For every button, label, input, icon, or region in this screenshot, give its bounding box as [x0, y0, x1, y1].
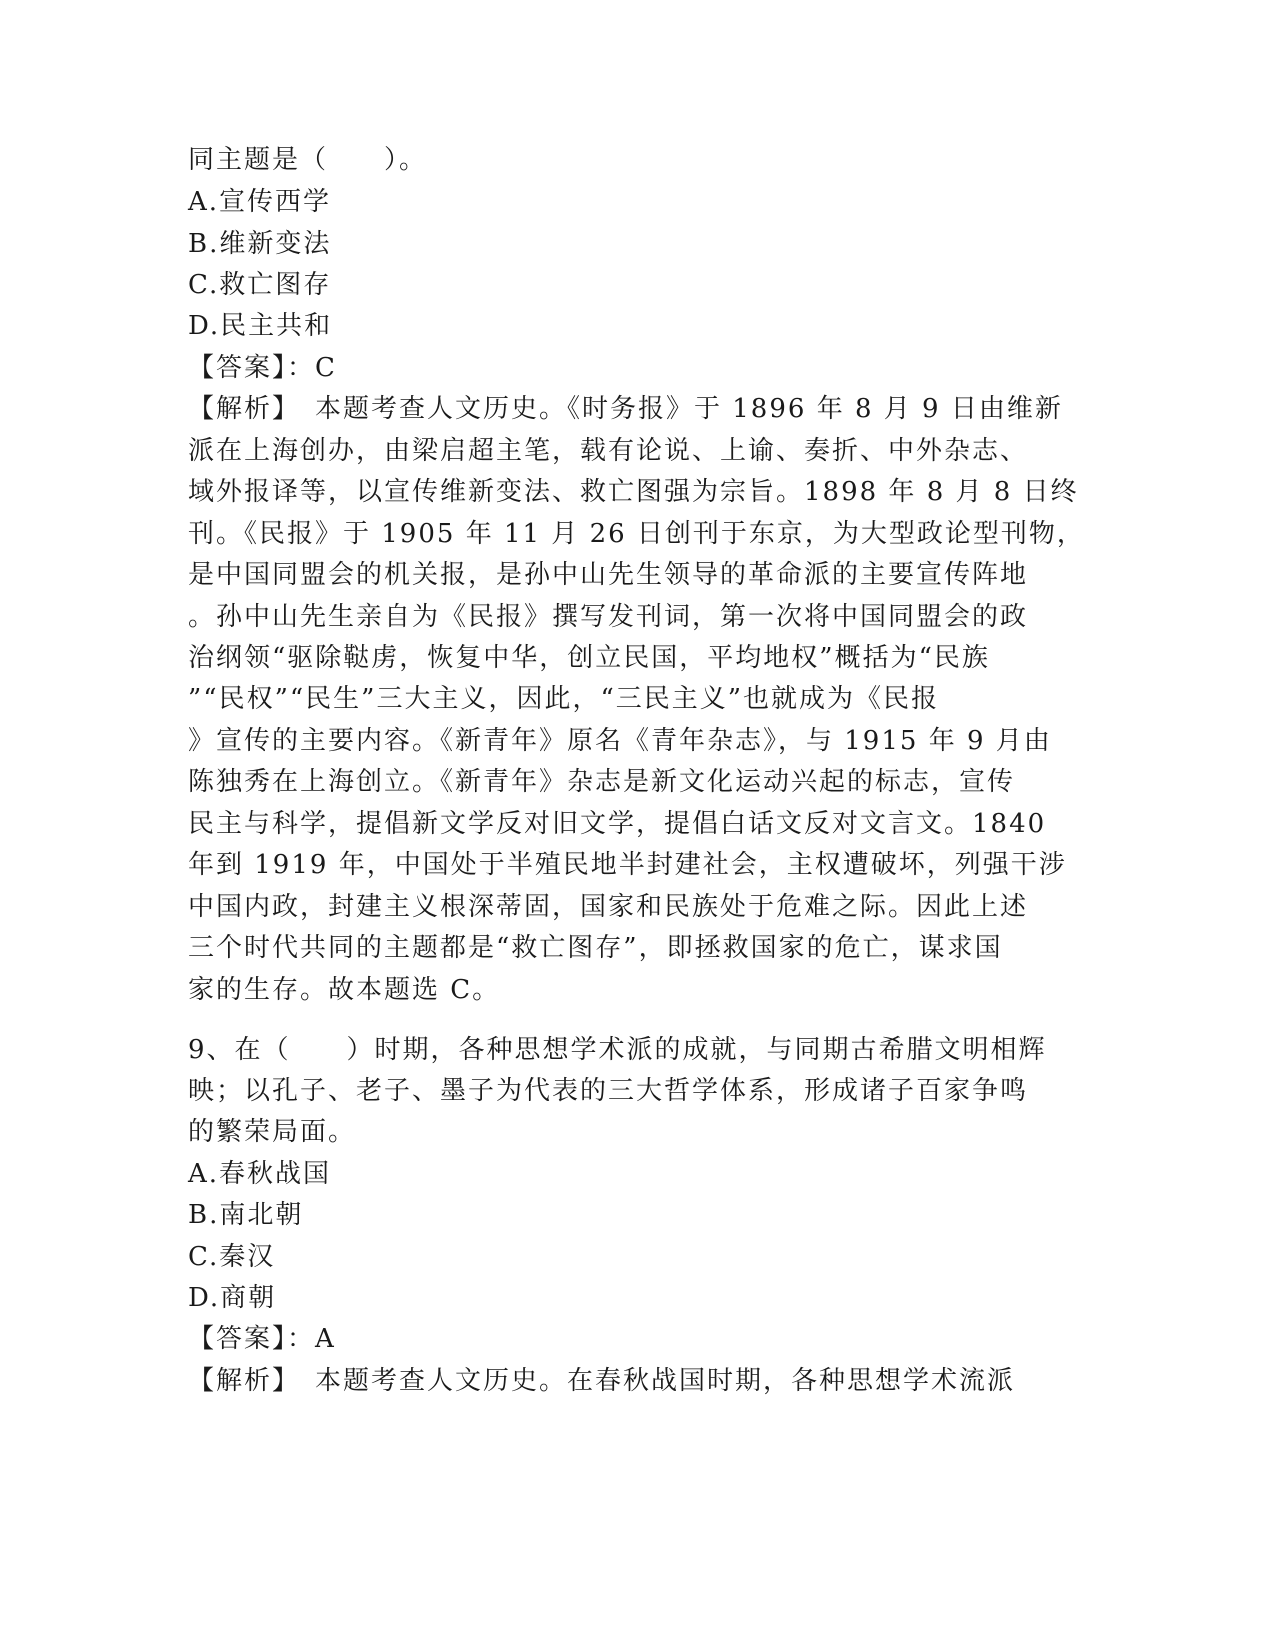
analysis-line: 派在上海创办，由梁启超主笔，载有论说、上谕、奏折、中外杂志、 [188, 436, 1029, 466]
analysis-line: 民主与科学，提倡新文学反对旧文学，提倡白话文反对文言文。1840 [188, 809, 1047, 839]
analysis-line: 【解析】 本题考查人文历史。在春秋战国时期，各种思想学术流派 [188, 1366, 1016, 1396]
answer-line: 【答案】：A [188, 1324, 336, 1354]
analysis-line: 【解析】 本题考查人文历史。《时务报》于 1896 年 8 月 9 日由维新 [188, 394, 1063, 424]
option-c: C.救亡图存 [188, 270, 332, 300]
option-b: B.维新变法 [188, 229, 332, 259]
option-b: B.南北朝 [188, 1200, 304, 1230]
option-d: D.民主共和 [188, 311, 333, 341]
option-c: C.秦汉 [188, 1242, 276, 1272]
question-stem: 的繁荣局面。 [188, 1117, 357, 1147]
option-d: D.商朝 [188, 1283, 277, 1313]
analysis-line: 是中国同盟会的机关报，是孙中山先生领导的革命派的主要宣传阵地 [188, 560, 1029, 590]
analysis-line: 域外报译等，以宣传维新变法、救亡图强为宗旨。1898 年 8 月 8 日终 [188, 477, 1079, 507]
analysis-line: 三个时代共同的主题都是“救亡图存”，即拯救国家的危亡，谋求国 [188, 933, 1003, 963]
question-stem: 映；以孔子、老子、墨子为代表的三大哲学体系，形成诸子百家争鸣 [188, 1076, 1029, 1106]
analysis-line: 陈独秀在上海创立。《新青年》杂志是新文化运动兴起的标志，宣传 [188, 767, 1016, 797]
analysis-line: ”“民权”“民生”三大主义，因此，“三民主义”也就成为《民报 [188, 684, 940, 714]
analysis-line: 》宣传的主要内容。《新青年》原名《青年杂志》，与 1915 年 9 月由 [188, 726, 1052, 756]
question-stem: 9、在（ ）时期，各种思想学术派的成就，与同期古希腊文明相辉 [188, 1035, 1047, 1065]
analysis-line: 。孙中山先生亲自为《民报》撰写发刊词，第一次将中国同盟会的政 [188, 602, 1029, 632]
question-stem-tail: 同主题是（ ）。 [188, 145, 428, 175]
analysis-line: 年到 1919 年，中国处于半殖民地半封建社会，主权遭破坏，列强干涉 [188, 850, 1067, 880]
option-a: A.春秋战国 [188, 1159, 332, 1189]
answer-line: 【答案】：C [188, 353, 337, 383]
analysis-line: 家的生存。故本题选 C。 [188, 975, 501, 1005]
analysis-line: 中国内政，封建主义根深蒂固，国家和民族处于危难之际。因此上述 [188, 892, 1029, 922]
option-a: A.宣传西学 [188, 187, 332, 217]
analysis-line: 刊。《民报》于 1905 年 11 月 26 日创刊于东京，为大型政论型刊物， [188, 519, 1085, 549]
analysis-line: 治纲领“驱除鞑虏，恢复中华，创立民国，平均地权”概括为“民族 [188, 643, 990, 673]
